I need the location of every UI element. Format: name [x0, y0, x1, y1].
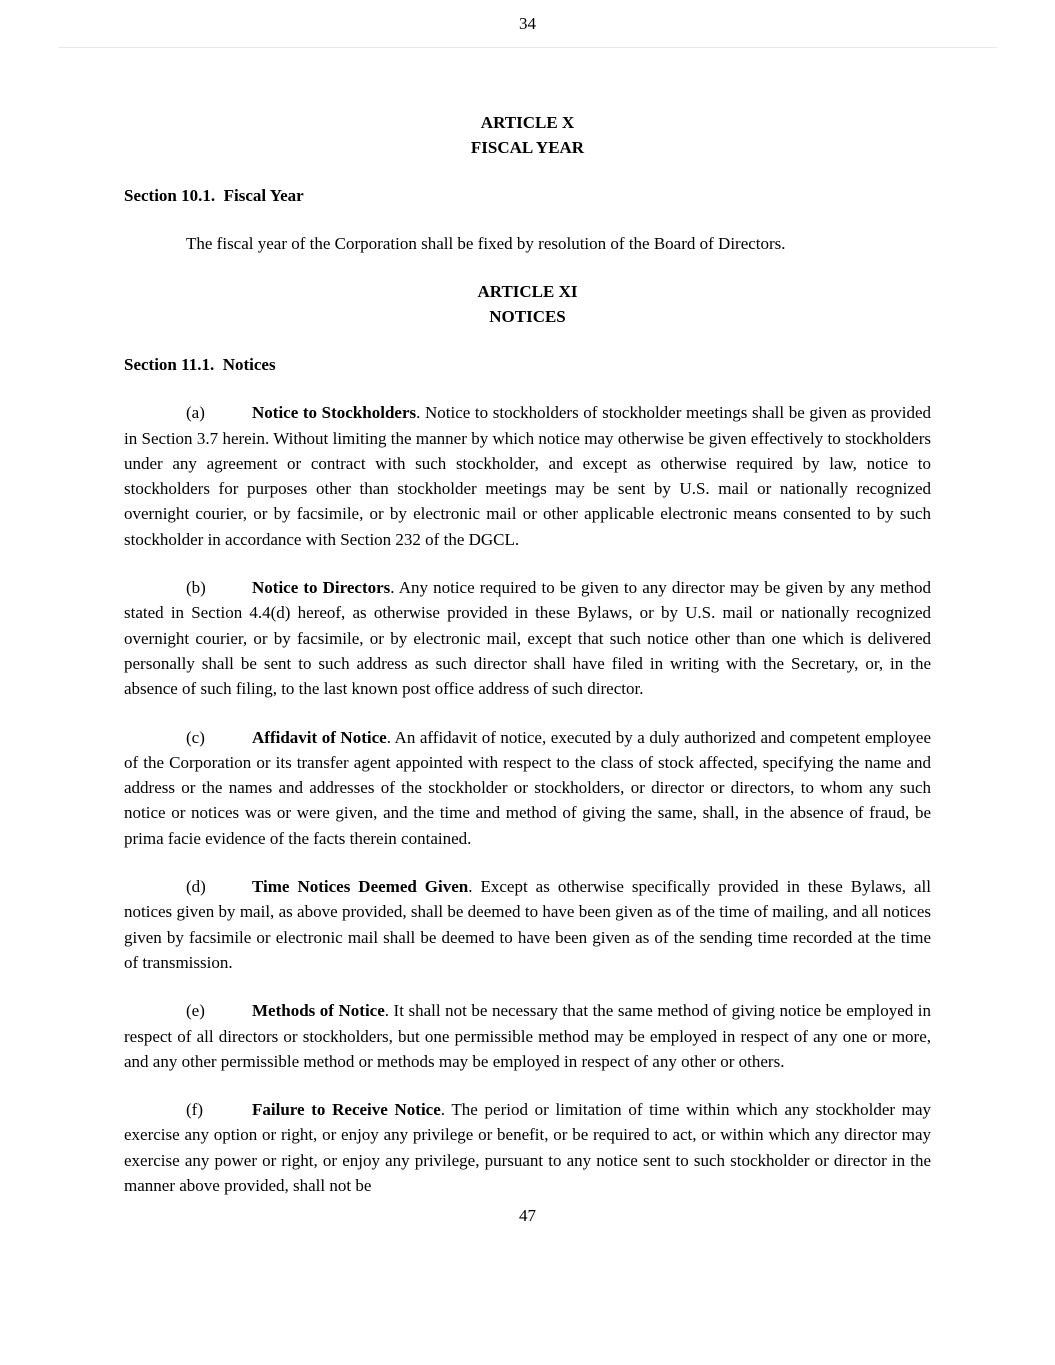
notice-paragraph-f	[124, 1097, 931, 1198]
section-11-1-heading: Section 11.1. Notices	[124, 355, 276, 375]
article-x-heading	[124, 110, 931, 160]
paragraph-title: Affidavit of Notice	[252, 727, 387, 747]
section-10-1-heading: Section 10.1. Fiscal Year	[124, 186, 304, 205]
paragraph-label: (e)	[186, 1001, 205, 1021]
notice-paragraph-d	[124, 874, 931, 975]
article-x-title: ARTICLE X	[480, 113, 575, 132]
article-xi-heading	[124, 279, 931, 329]
paragraph-title: Time Notices Deemed Given	[252, 877, 469, 897]
paragraph-label: (c)	[186, 727, 205, 747]
paragraph-text: . Notice to stockholders of stockholder meetings shall be given as provided in Section 3.7 herein. Without limiting the manner by which notice may otherwise be given effectively to stockholders under any agreement or contract with such stockholder, and except as otherwise required by law, notice to stockholders for purposes other than stockholder meetings may be sent by U.S. mail or nationally recognized overnight courier, or by facsimile, or by electronic mail or other applicable electronic means consented to by such stockholder in accordance with Section 232 of the DGCL.	[124, 403, 931, 549]
paragraph-label: (d)	[186, 877, 206, 897]
paragraph-text: . An affidavit of notice, executed by a duly authorized and competent employee of the Corporation or its transfer agent appointed with respect to the class of stock affected, specifying the name and address or the names and addresses of the stockholder or stockholders, or director or directors, to whom any such notice or notices was or were given, and the time and method of giving the same, shall, in the absence of fraud, be prima facie evidence of the facts therein contained.	[124, 727, 931, 848]
notice-paragraph-b	[124, 575, 931, 701]
paragraph-text: . Any notice required to be given to any director may be given by any method stated in Section 4.4(d) hereof, as otherwise provided in these Bylaws, or by U.S. mail or nationally recognized overnight courier, or by facsimile, or by electronic mail, except that such notice other than one which is delivered personally shall be sent to such address as such director shall have filed in writing with the Secretary, or, in the absence of such filing, to the last known post office address of such director.	[124, 578, 931, 699]
paragraph-label: (f)	[186, 1100, 203, 1120]
paragraph-title: Notice to Directors	[252, 578, 391, 598]
paragraph-text: . The period or limitation of time within which any stockholder may exercise any option or right, or enjoy any privilege or benefit, or be required to act, or within which any director may exercise any power or right, or enjoy any privilege, pursuant to any notice sent to such stockholder or director in the manner above provided, shall not be	[124, 1100, 931, 1196]
paragraph-text: . It shall not be necessary that the same method of giving notice be employed in respect of all directors or stockholders, but one permissible method may be employed in respect of any one or more, and any other permissible method or methods may be employed in respect of any other or others.	[124, 1001, 931, 1071]
paragraph-text: . Except as otherwise specifically provided in these Bylaws, all notices given by mail, as above provided, shall be deemed to have been given as of the time of mailing, and all notices given by facsimile or electronic mail shall be deemed to have been given as of the sending time recorded at the time of transmission.	[124, 877, 931, 972]
paragraph-title: Methods of Notice	[252, 1001, 385, 1021]
article-x-subtitle: FISCAL YEAR	[470, 138, 585, 157]
header-divider	[58, 47, 997, 48]
page-number-bottom: 47	[519, 1206, 536, 1226]
notice-paragraph-a	[124, 400, 931, 552]
article-xi-title: ARTICLE XI	[477, 282, 578, 302]
notice-paragraph-e	[124, 998, 931, 1074]
paragraph-title: Failure to Receive Notice	[252, 1100, 441, 1120]
article-xi-subtitle: NOTICES	[489, 307, 566, 327]
page-number-top: 34	[519, 14, 536, 33]
paragraph-label: (a)	[186, 403, 205, 423]
section-10-1-body: The fiscal year of the Corporation shall be fixed by resolution of the Board of Directors.	[186, 234, 786, 253]
paragraph-title: Notice to Stockholders	[252, 403, 417, 423]
notice-paragraph-c	[124, 725, 931, 851]
paragraph-label: (b)	[186, 578, 206, 598]
